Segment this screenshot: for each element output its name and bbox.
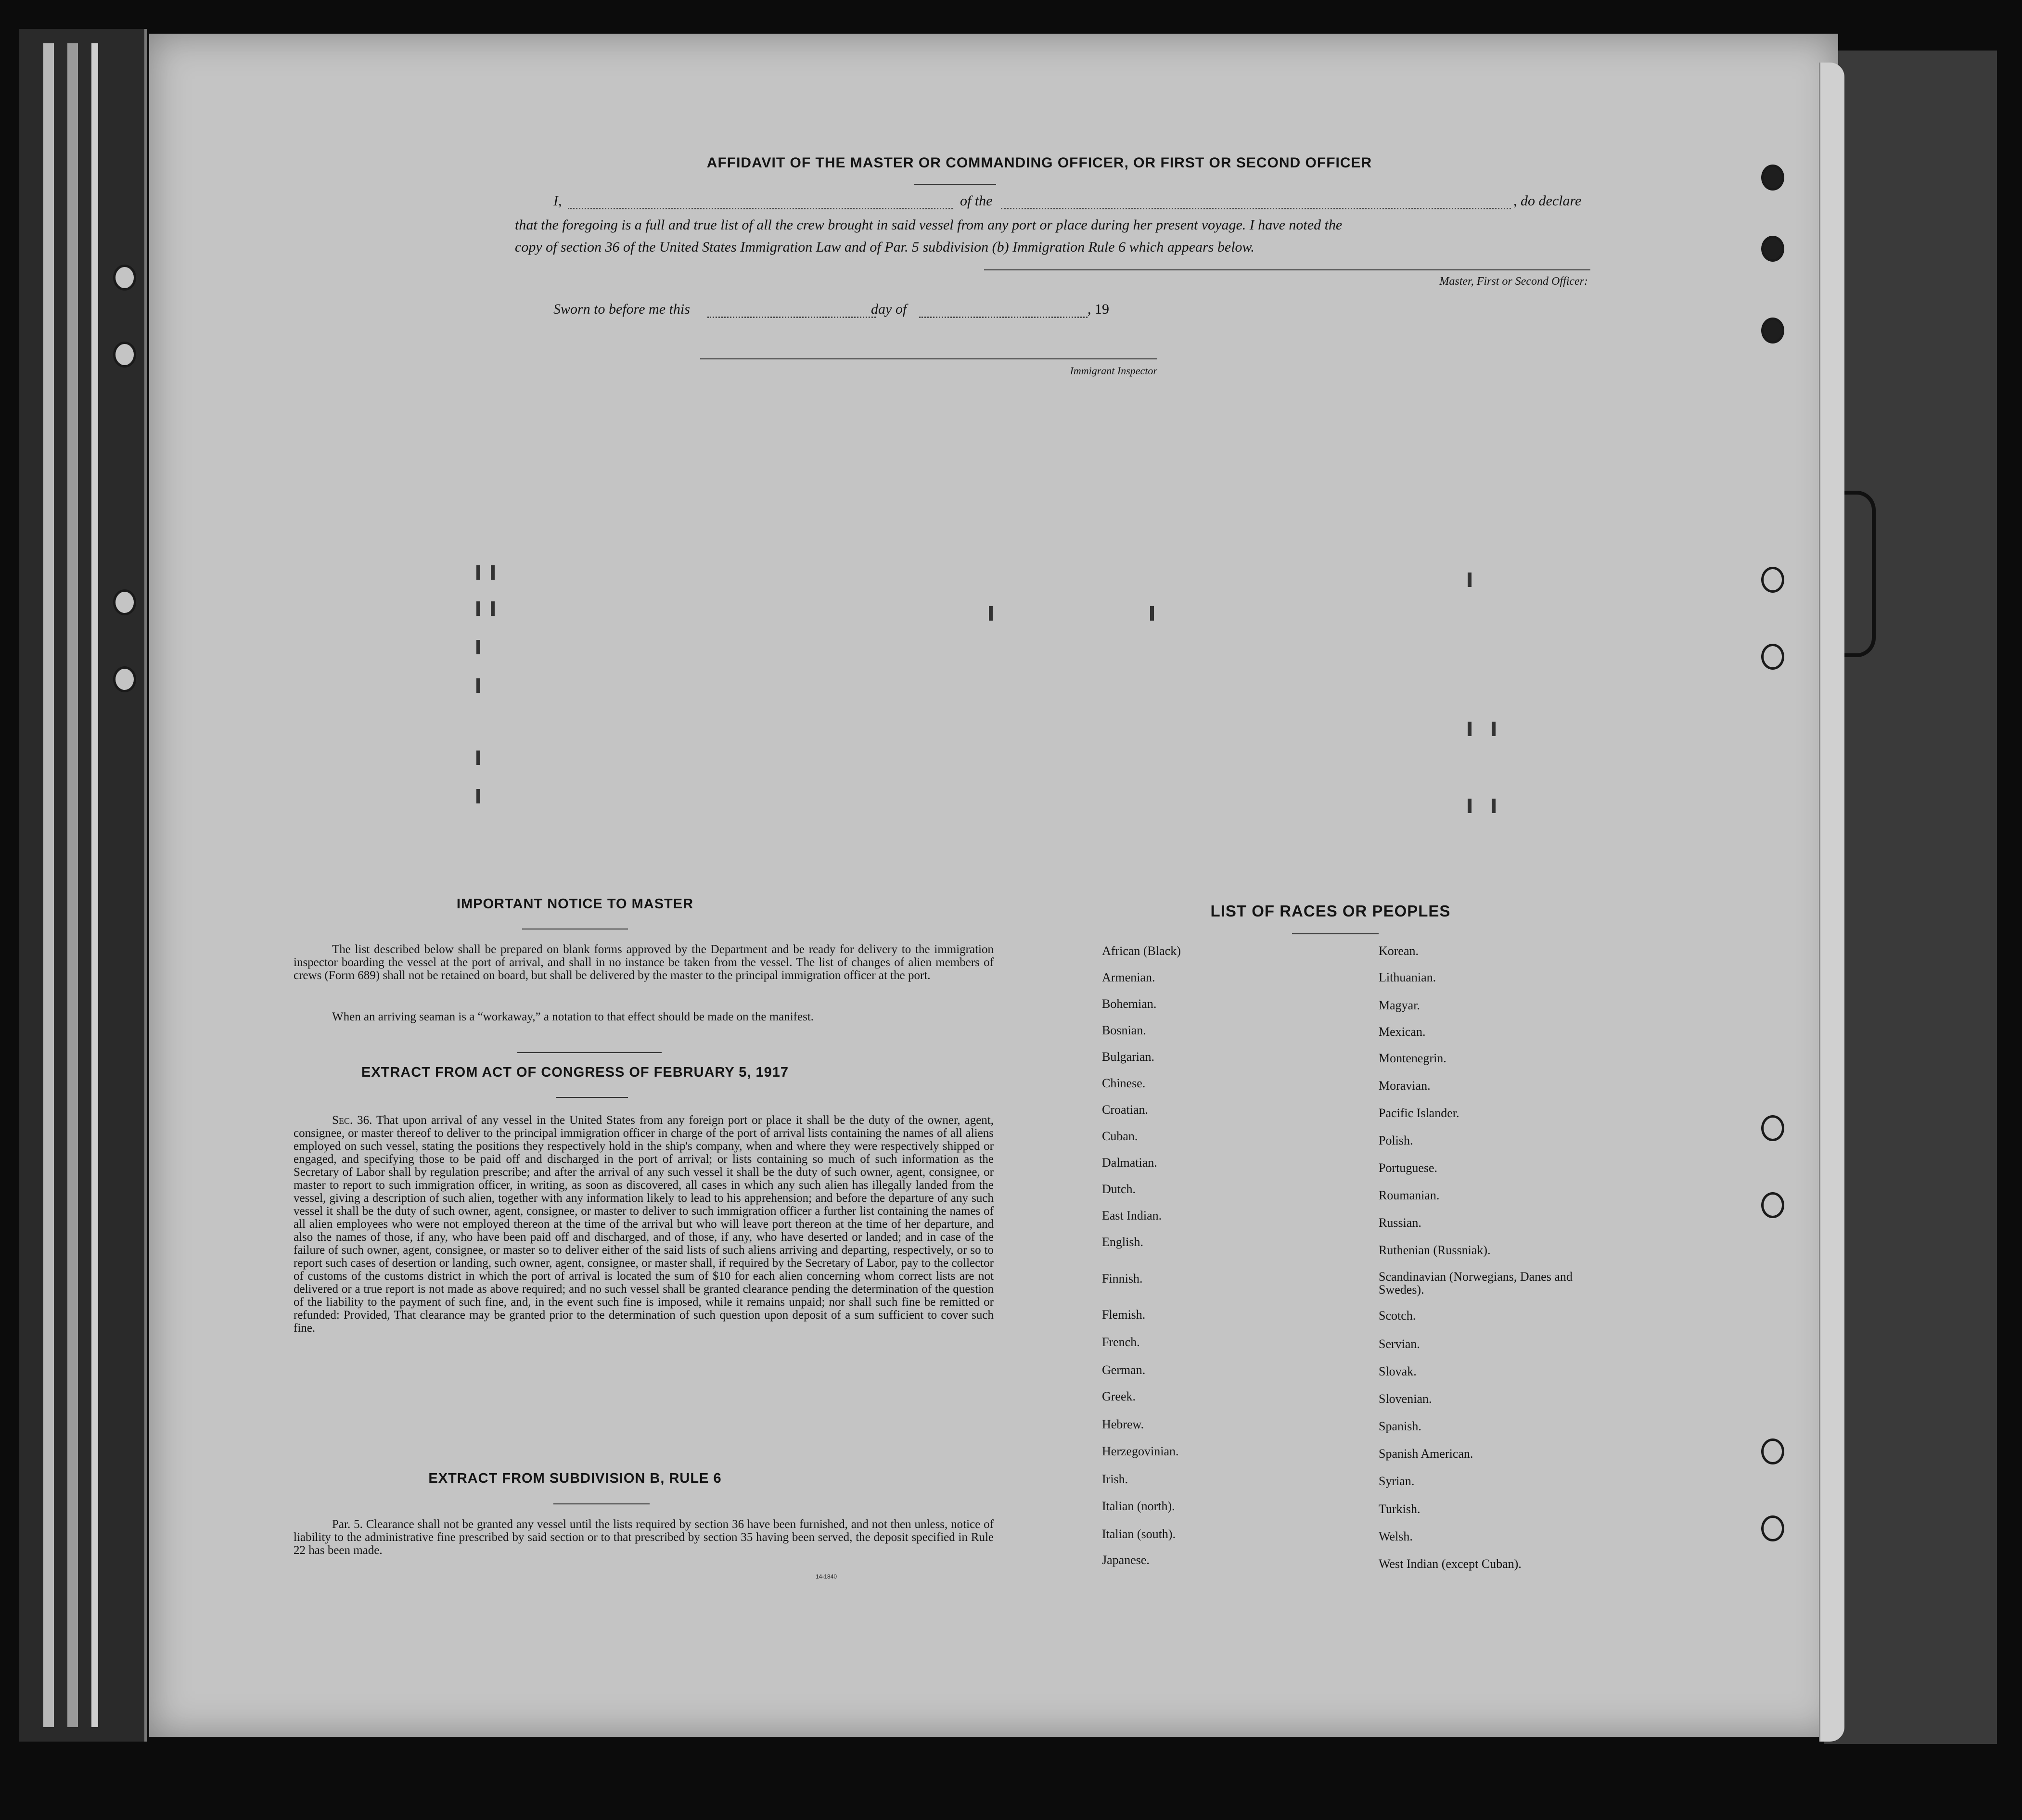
race-item: Syrian. xyxy=(1379,1474,1415,1488)
race-item: West Indian (except Cuban). xyxy=(1379,1557,1522,1571)
punch-hole xyxy=(1761,644,1784,670)
inspector-signature-line[interactable] xyxy=(700,358,1157,359)
declaration-line-2: copy of section 36 of the United States Immigration Law and of Par. 5 subdivision (b) Immigration Rule 6 which appears below. xyxy=(515,239,1254,255)
race-item: Welsh. xyxy=(1379,1529,1413,1543)
race-item: Pacific Islander. xyxy=(1379,1106,1459,1120)
act-extract-title: EXTRACT FROM ACT OF CONGRESS OF FEBRUARY 5, 1917 xyxy=(361,1065,789,1080)
punch-hole xyxy=(113,666,136,692)
affidavit-i-label: I, xyxy=(553,193,562,209)
race-item: Bulgarian. xyxy=(1102,1050,1155,1064)
stray-mark xyxy=(1150,606,1154,621)
race-item: East Indian. xyxy=(1102,1209,1162,1222)
punch-hole xyxy=(1761,567,1784,593)
race-item: Croatian. xyxy=(1102,1103,1149,1117)
punch-hole xyxy=(1761,1438,1784,1464)
race-item: English. xyxy=(1102,1235,1143,1249)
binder-strip xyxy=(91,43,98,1727)
race-item: Chinese. xyxy=(1102,1076,1146,1090)
race-item: Greek. xyxy=(1102,1389,1136,1403)
race-item: Mexican. xyxy=(1379,1025,1426,1039)
race-item: Herzegovinian. xyxy=(1102,1444,1179,1458)
binder-strip xyxy=(43,43,54,1727)
act-text: That upon arrival of any vessel in the United States from any foreign port or place it shall be the duty of the owner, agent, consignee, or master thereof to deliver to the principal immigration officer in charge of the port of arrival lists containing the names of all aliens employed on such vessel, stating the positions they respectively hold in the ship's company, when and where they were respectively shipped or engaged, and specifying those to be paid off and discharged in the port of arrival; or lists containing so much of such information as the Secretary of Labor shall by regulation prescribe; and after the arrival of any such vessel it shall be the duty of such owner, agent, consignee, or master to report to such immigration officer, in writing, as soon as discovered, all cases in which any such alien has illegally landed from the vessel, giving a description of such alien, together with any information likely to lead to his apprehension; and before the departure of any such vessel it shall be the duty of such owner, agent, consignee, or master to deliver to such immigration officer a further list containing the names of all alien employees who were not employed thereon at the time of the arrival but who will leave port thereon at the time of her departure, and also the names of those, if any, who have been paid off and discharged, and of those, if any, who have deserted or landed; and in case of the failure of such owner, agent, consignee, or master so to deliver either of the said lists of such aliens arriving and departing, respectively, or so to report such cases of desertion or landing, such owner, agent, consignee, or master shall, if required by the Secretary of Labor, pay to the collector of customs of the customs district in which the port of arrival is located the sum of $10 for each alien concerning whom correct lists are not delivered or a true report is not made as above required; and no such vessel shall be granted clearance pending the determination of the question of the liability to the payment of such fine, and, in the event such fine is imposed, while it remains unpaid; nor shall such fine be remitted or refunded: Provided, That clearance may be granted prior to the determination of such question upon deposit of a sum sufficient to cover such fine. xyxy=(294,1114,994,1335)
binder-back-cover xyxy=(1824,51,1997,1744)
race-item: Bosnian. xyxy=(1102,1023,1146,1037)
race-item: Japanese. xyxy=(1102,1553,1150,1567)
sworn-day-of: day of xyxy=(871,301,907,317)
signature-line[interactable] xyxy=(984,269,1590,270)
race-item: Slovenian. xyxy=(1379,1392,1432,1406)
stray-mark xyxy=(476,678,480,693)
race-item: Bohemian. xyxy=(1102,997,1157,1011)
stray-mark xyxy=(1468,573,1472,587)
rule-underline xyxy=(553,1503,650,1504)
race-item: African (Black) xyxy=(1102,944,1181,958)
race-item: Portuguese. xyxy=(1379,1161,1438,1175)
rule-paragraph: Par. 5. Clearance shall not be granted any vessel until the lists required by section 36 have been furnished, and not then unless, notice of liability to the administrative fine prescribed by said section or to that prescribed by section 35 having been served, the deposit specified in Rule 22 has been made. xyxy=(294,1518,994,1557)
race-item: Dalmatian. xyxy=(1102,1156,1157,1170)
race-item: Flemish. xyxy=(1102,1308,1146,1322)
title-underline xyxy=(914,184,996,185)
act-sec-label: Sec. 36. xyxy=(332,1114,372,1127)
race-item: Ruthenian (Russniak). xyxy=(1379,1243,1491,1257)
punch-hole xyxy=(1761,1515,1784,1541)
notice-divider xyxy=(517,1052,662,1053)
race-item: Moravian. xyxy=(1379,1079,1431,1093)
race-item: Servian. xyxy=(1379,1337,1420,1351)
form-page xyxy=(149,34,1838,1737)
race-item: Cuban. xyxy=(1102,1129,1138,1143)
punch-hole xyxy=(1761,236,1784,262)
race-item: Korean. xyxy=(1379,944,1419,958)
sworn-year: , 19 xyxy=(1088,301,1109,317)
race-item: Magyar. xyxy=(1379,998,1420,1012)
stray-mark xyxy=(491,565,495,580)
rule-extract-title: EXTRACT FROM SUBDIVISION B, RULE 6 xyxy=(428,1471,722,1486)
stray-mark xyxy=(1492,722,1496,736)
page-edge xyxy=(1819,63,1844,1742)
race-item: Spanish American. xyxy=(1379,1447,1473,1461)
race-item: Armenian. xyxy=(1102,970,1155,984)
notice-title: IMPORTANT NOTICE TO MASTER xyxy=(456,896,694,912)
stray-mark xyxy=(476,751,480,765)
race-item: Scotch. xyxy=(1379,1309,1416,1323)
sworn-day-blank[interactable] xyxy=(707,317,876,318)
act-underline xyxy=(556,1097,628,1098)
stray-mark xyxy=(476,601,480,616)
punch-hole xyxy=(1761,165,1784,191)
stray-mark xyxy=(1468,799,1472,813)
race-item: French. xyxy=(1102,1335,1140,1349)
race-item: Turkish. xyxy=(1379,1502,1421,1516)
affidavit-of-the: of the xyxy=(960,193,993,209)
signature-caption: Master, First or Second Officer: xyxy=(1439,275,1588,288)
stray-mark xyxy=(476,789,480,803)
race-item: Slovak. xyxy=(1379,1364,1417,1378)
race-item: Italian (south). xyxy=(1102,1527,1176,1541)
punch-hole xyxy=(113,342,136,368)
race-item: Italian (north). xyxy=(1102,1499,1175,1513)
name-blank[interactable] xyxy=(568,208,953,209)
sworn-month-blank[interactable] xyxy=(919,317,1088,318)
binder-strip xyxy=(67,43,78,1727)
race-item: Finnish. xyxy=(1102,1272,1143,1285)
race-item: Roumanian. xyxy=(1379,1188,1440,1202)
punch-hole xyxy=(1761,318,1784,344)
affidavit-do-declare: , do declare xyxy=(1513,193,1582,209)
punch-hole xyxy=(113,265,136,291)
race-item: Hebrew. xyxy=(1102,1417,1144,1431)
inspector-caption: Immigrant Inspector xyxy=(1070,365,1157,377)
races-underline xyxy=(1292,933,1379,934)
race-item: Polish. xyxy=(1379,1133,1413,1147)
race-item: Spanish. xyxy=(1379,1419,1421,1433)
races-title: LIST OF RACES OR PEOPLES xyxy=(1210,902,1451,920)
act-section-36 xyxy=(294,1114,994,1335)
declaration-line-1: that the foregoing is a full and true list of all the crew brought in said vessel from any port or place during her present voyage. I have noted the xyxy=(515,217,1343,233)
race-item: Lithuanian. xyxy=(1379,970,1436,984)
race-item: Montenegrin. xyxy=(1379,1051,1446,1065)
stray-mark xyxy=(476,640,480,654)
affidavit-title: AFFIDAVIT OF THE MASTER OR COMMANDING OFFICER, OR FIRST OR SECOND OFFICER xyxy=(706,155,1372,171)
race-item: Scandinavian (Norwegians, Danes and Swedes). xyxy=(1379,1270,1573,1297)
vessel-blank[interactable] xyxy=(1001,208,1511,209)
stray-mark xyxy=(989,606,993,621)
punch-hole xyxy=(113,589,136,615)
notice-paragraph-2: When an arriving seaman is a “workaway,” a notation to that effect should be made on the manifest. xyxy=(332,1010,814,1023)
stray-mark xyxy=(491,601,495,616)
punch-hole xyxy=(1761,1115,1784,1141)
form-number: 14-1840 xyxy=(816,1573,837,1580)
race-item: German. xyxy=(1102,1363,1146,1377)
stray-mark xyxy=(1468,722,1472,736)
sworn-label: Sworn to before me this xyxy=(553,301,690,317)
race-item: Russian. xyxy=(1379,1216,1421,1230)
stray-mark xyxy=(1492,799,1496,813)
race-item: Irish. xyxy=(1102,1472,1128,1486)
race-item: Dutch. xyxy=(1102,1182,1136,1196)
stray-mark xyxy=(476,565,480,580)
notice-paragraph-1: The list described below shall be prepared on blank forms approved by the Department and be ready for delivery to the immigration inspector boarding the vessel at the port of arrival, and shall in no instance be taken from the vessel. The list of changes of alien members of crews (Form 689) shall not be retained on board, but shall be delivered by the master to the principal immigration officer at the port. xyxy=(294,943,994,982)
punch-hole xyxy=(1761,1192,1784,1218)
